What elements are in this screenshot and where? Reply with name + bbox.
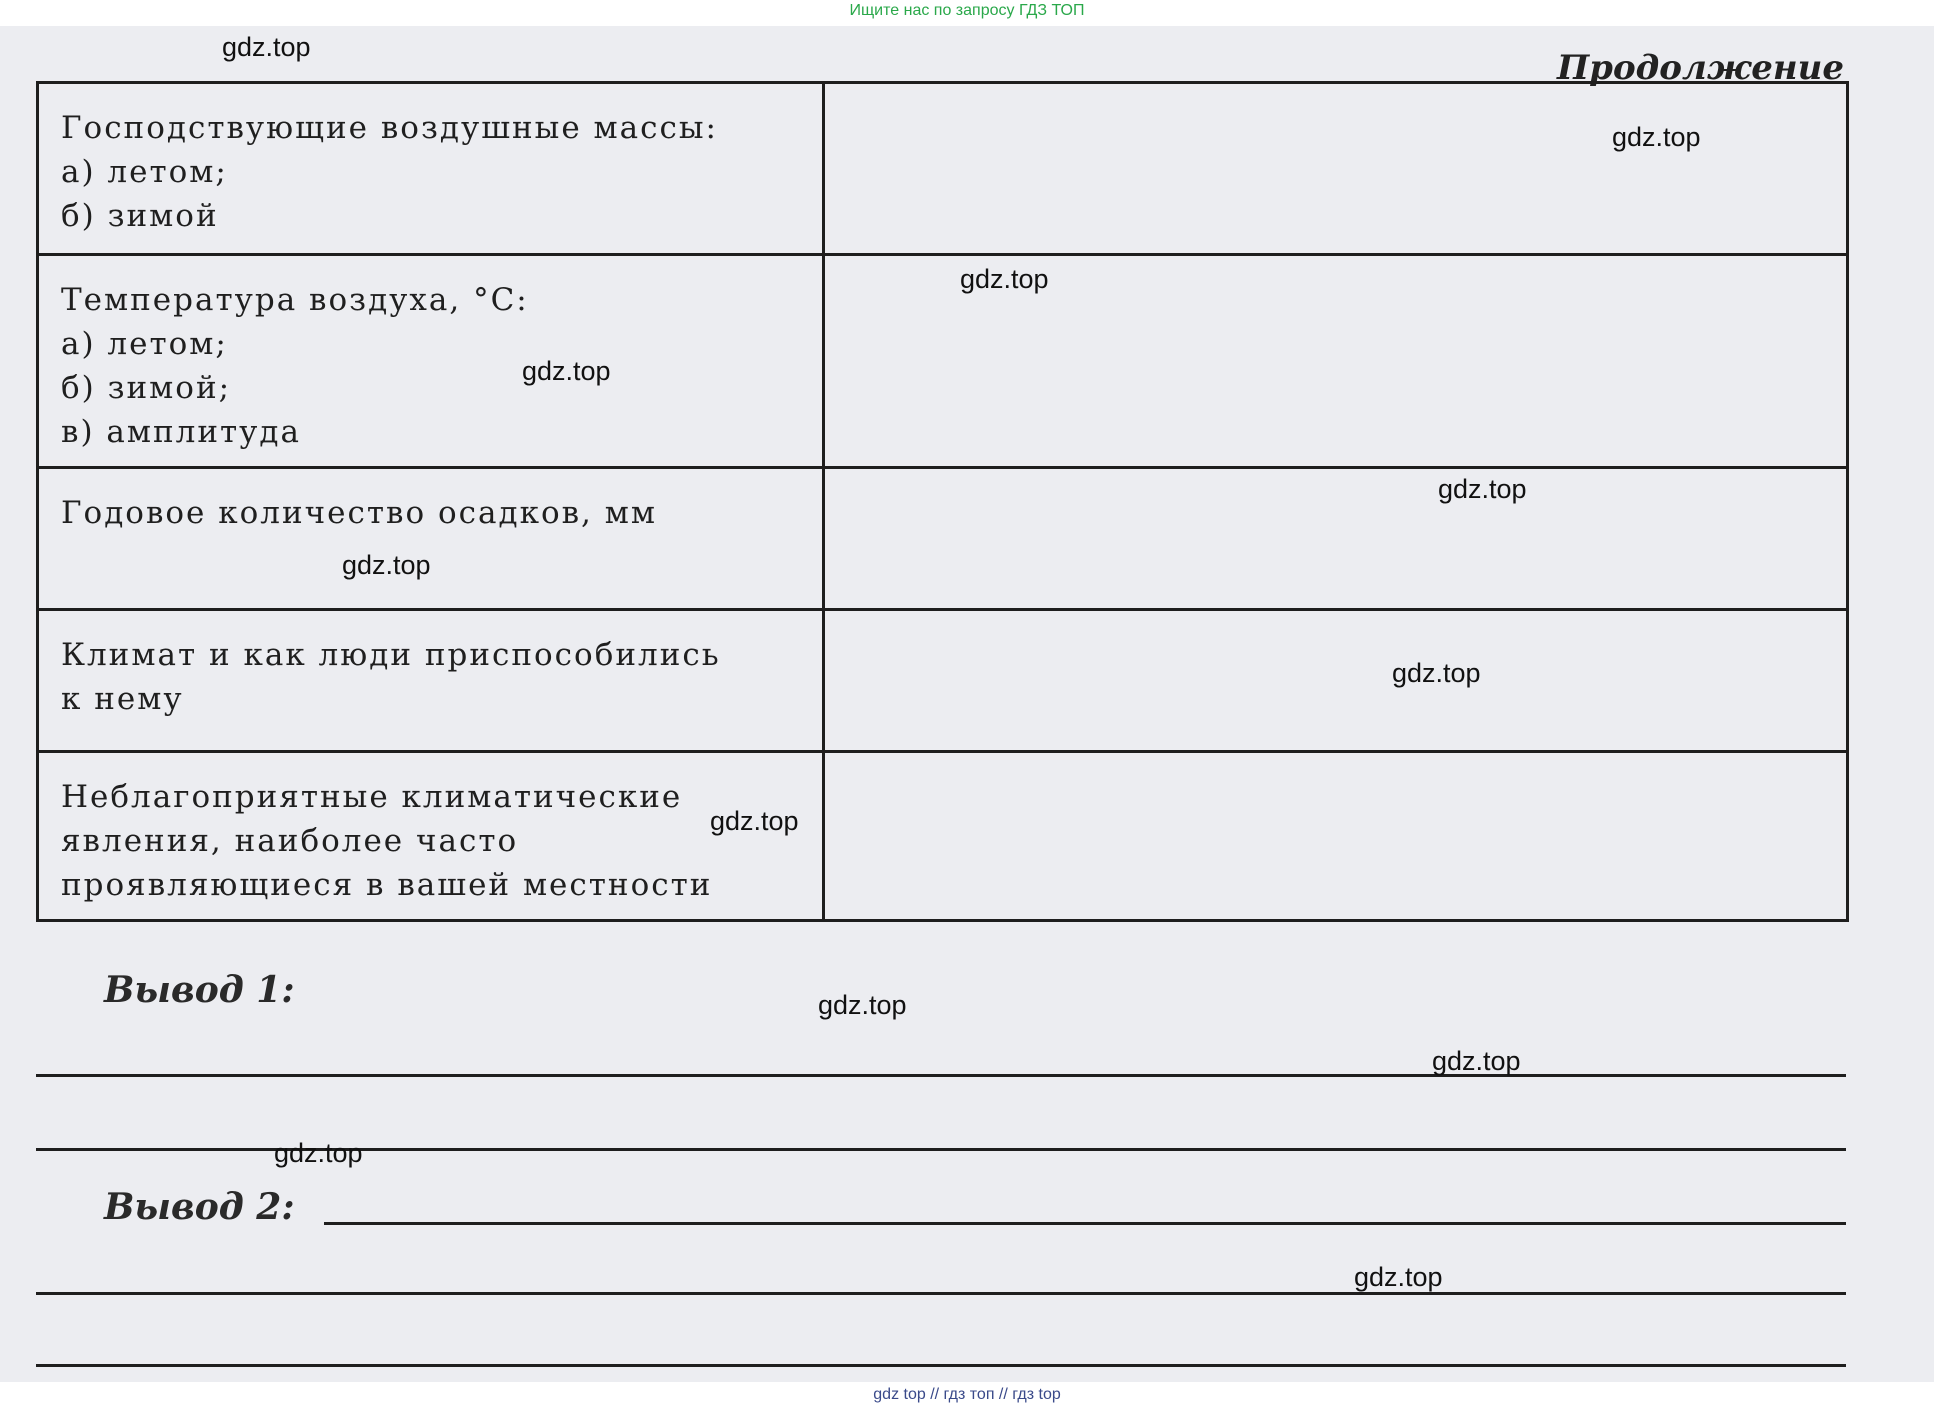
watermark[interactable]: gdz.top bbox=[342, 550, 431, 580]
watermark[interactable]: gdz.top bbox=[710, 806, 799, 836]
row-question bbox=[38, 752, 824, 921]
conclusion-2-label: Вывод 2: bbox=[104, 1186, 295, 1228]
conclusion-2-line-3[interactable] bbox=[36, 1364, 1846, 1367]
question-line: в) амплитуда bbox=[61, 414, 301, 450]
watermark[interactable]: gdz.top bbox=[522, 356, 611, 386]
watermark[interactable]: gdz.top bbox=[274, 1138, 363, 1168]
conclusion-2-line-2[interactable] bbox=[36, 1292, 1846, 1295]
watermark[interactable]: gdz.top bbox=[1432, 1046, 1521, 1076]
question-line: б) зимой; bbox=[61, 370, 232, 406]
question-line: а) летом; bbox=[61, 326, 228, 362]
watermark[interactable]: gdz.top bbox=[1612, 122, 1701, 152]
row-question bbox=[38, 83, 824, 255]
answer-cell[interactable] bbox=[824, 83, 1848, 255]
bottom-links[interactable]: gdz top // гдз топ // гдз top bbox=[873, 1386, 1061, 1403]
watermark[interactable]: gdz.top bbox=[960, 264, 1049, 294]
question-line: Температура воздуха, °С: bbox=[61, 282, 529, 318]
conclusion-1-line-1[interactable] bbox=[36, 1074, 1846, 1077]
conclusion-2-line-1[interactable] bbox=[324, 1222, 1846, 1225]
answer-cell[interactable] bbox=[824, 752, 1848, 921]
table-row bbox=[38, 468, 1848, 610]
question-line: б) зимой bbox=[61, 198, 219, 234]
answer-cell[interactable] bbox=[824, 468, 1848, 610]
watermark[interactable]: gdz.top bbox=[222, 32, 311, 62]
row-question bbox=[38, 255, 824, 468]
question-line: Неблагоприятные климатические bbox=[61, 779, 683, 815]
question-line: проявляющиеся в вашей местности bbox=[61, 867, 713, 903]
textbook-page bbox=[0, 26, 1934, 1382]
watermark[interactable]: gdz.top bbox=[818, 990, 907, 1020]
question-line: а) летом; bbox=[61, 154, 228, 190]
top-banner[interactable]: Ищите нас по запросу ГДЗ ТОП bbox=[849, 2, 1085, 19]
table-row bbox=[38, 255, 1848, 468]
question-line: Климат и как люди приспособились bbox=[61, 637, 721, 673]
row-question bbox=[38, 610, 824, 752]
question-line: Господствующие воздушные массы: bbox=[61, 110, 718, 146]
watermark[interactable]: gdz.top bbox=[1392, 658, 1481, 688]
row-question bbox=[38, 468, 824, 610]
question-line: Годовое количество осадков, мм bbox=[61, 495, 657, 531]
table-row bbox=[38, 752, 1848, 921]
watermark[interactable]: gdz.top bbox=[1354, 1262, 1443, 1292]
climate-table bbox=[36, 81, 1849, 922]
watermark[interactable]: gdz.top bbox=[1438, 474, 1527, 504]
conclusion-1-label: Вывод 1: bbox=[104, 969, 295, 1011]
answer-cell[interactable] bbox=[824, 610, 1848, 752]
continuation-heading: Продолжение bbox=[1557, 48, 1844, 88]
question-line: явления, наиболее часто bbox=[61, 823, 519, 859]
table-row bbox=[38, 83, 1848, 255]
table-row bbox=[38, 610, 1848, 752]
question-line: к нему bbox=[61, 681, 184, 717]
